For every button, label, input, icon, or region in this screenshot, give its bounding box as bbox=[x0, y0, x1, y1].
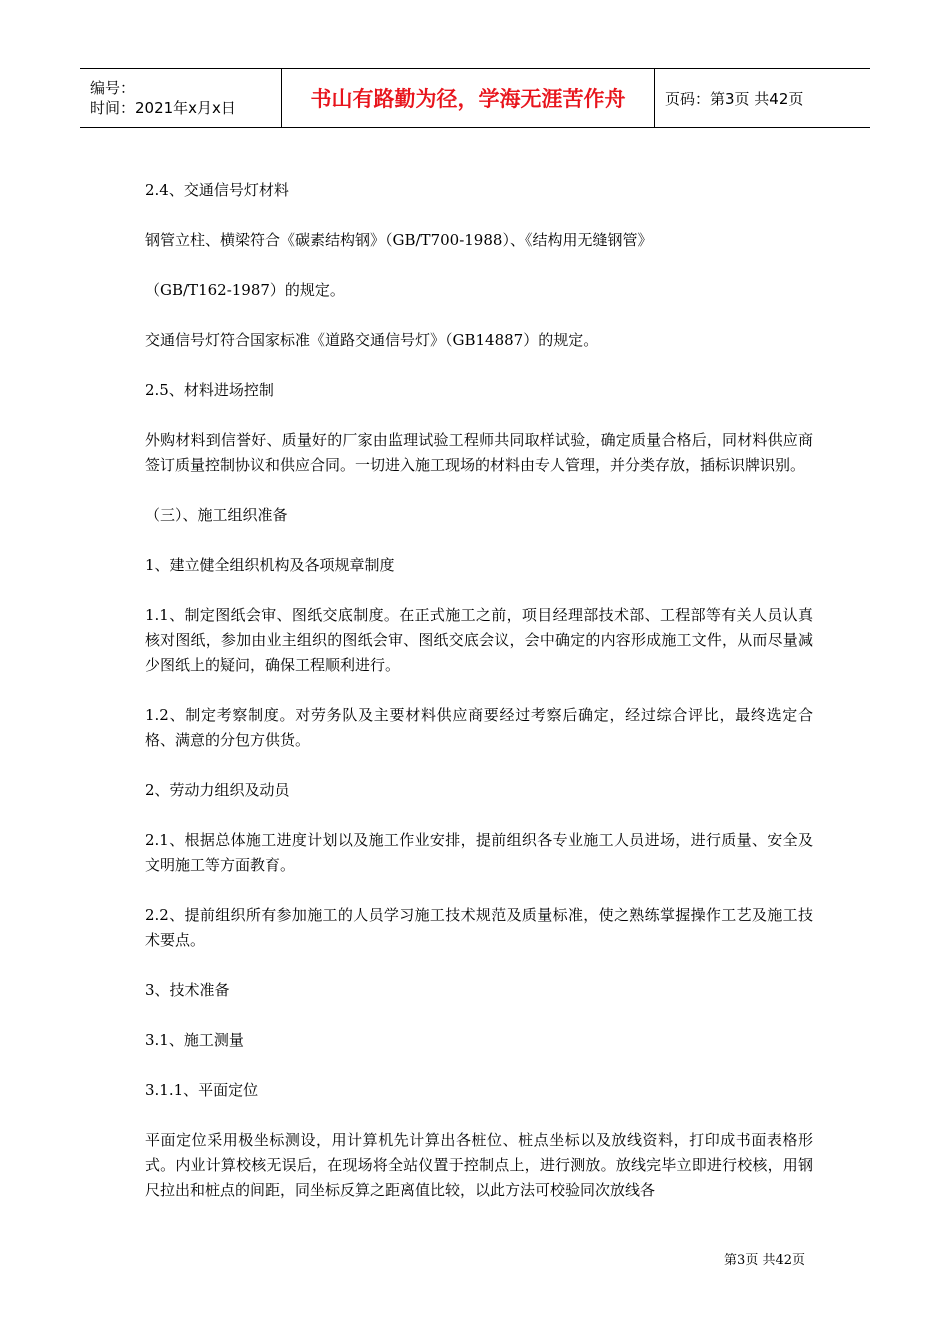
paragraph: 平面定位采用极坐标测设，用计算机先计算出各桩位、桩点坐标以及放线资料，打印成书面表格形式。内业计算校核无误后，在现场将全站仪置于控制点上，进行测放。放线完毕立即进行校核，用钢尺拉出和桩点的间距，同坐标反算之距离值比较，以此方法可校验同次放线各 bbox=[145, 1131, 813, 1199]
paragraph: 交通信号灯符合国家标准《道路交通信号灯》（GB14887）的规定。 bbox=[145, 331, 599, 349]
heading-2-4: 2.4、交通信号灯材料 bbox=[145, 181, 289, 199]
paragraph: 1.2、制定考察制度。对劳务队及主要材料供应商要经过考察后确定，经过综合评比，最终选定合格、满意的分包方供货。 bbox=[145, 706, 813, 749]
paragraph: 钢管立柱、横梁符合《碳素结构钢》（GB/T700-1988）、《结构用无缝钢管》 bbox=[145, 231, 653, 249]
document-number-label: 编号： bbox=[90, 79, 136, 97]
paragraph: （GB/T162-1987）的规定。 bbox=[145, 281, 345, 299]
heading-2: 2、劳动力组织及动员 bbox=[145, 781, 290, 799]
paragraph: 2.1、根据总体施工进度计划以及施工作业安排，提前组织各专业施工人员进场，进行质量、安全及文明施工等方面教育。 bbox=[145, 831, 813, 874]
header-page-number: 页码：第3页 共42页 bbox=[665, 89, 804, 108]
heading-section-3: （三）、施工组织准备 bbox=[145, 506, 288, 524]
heading-3-1-1: 3.1.1、平面定位 bbox=[145, 1081, 259, 1099]
heading-1: 1、建立健全组织机构及各项规章制度 bbox=[145, 556, 395, 574]
header-meta bbox=[80, 69, 282, 127]
paragraph: 1.1、制定图纸会审、图纸交底制度。在正式施工之前，项目经理部技术部、工程部等有关人员认真核对图纸，参加由业主组织的图纸会审、图纸交底会议，会中确定的内容形成施工文件，从而尽量减少图纸上的疑问，确保工程顺利进行。 bbox=[145, 606, 813, 674]
page-header bbox=[80, 68, 870, 128]
document-date: 时间：2021年x月x日 bbox=[90, 99, 236, 117]
header-motto: 书山有路勤为径，学海无涯苦作舟 bbox=[282, 69, 655, 127]
heading-3-1: 3.1、施工测量 bbox=[145, 1031, 244, 1049]
heading-3: 3、技术准备 bbox=[145, 981, 230, 999]
page-footer: 第3页 共42页 bbox=[724, 1253, 805, 1268]
paragraph: 外购材料到信誉好、质量好的厂家由监理试验工程师共同取样试验，确定质量合格后，同材料供应商签订质量控制协议和供应合同。一切进入施工现场的材料由专人管理，并分类存放，插标识牌识别。 bbox=[145, 431, 813, 474]
paragraph: 2.2、提前组织所有参加施工的人员学习施工技术规范及质量标准，使之熟练掌握操作工艺及施工技术要点。 bbox=[145, 906, 813, 949]
heading-2-5: 2.5、材料进场控制 bbox=[145, 381, 274, 399]
document-body bbox=[145, 178, 813, 1228]
